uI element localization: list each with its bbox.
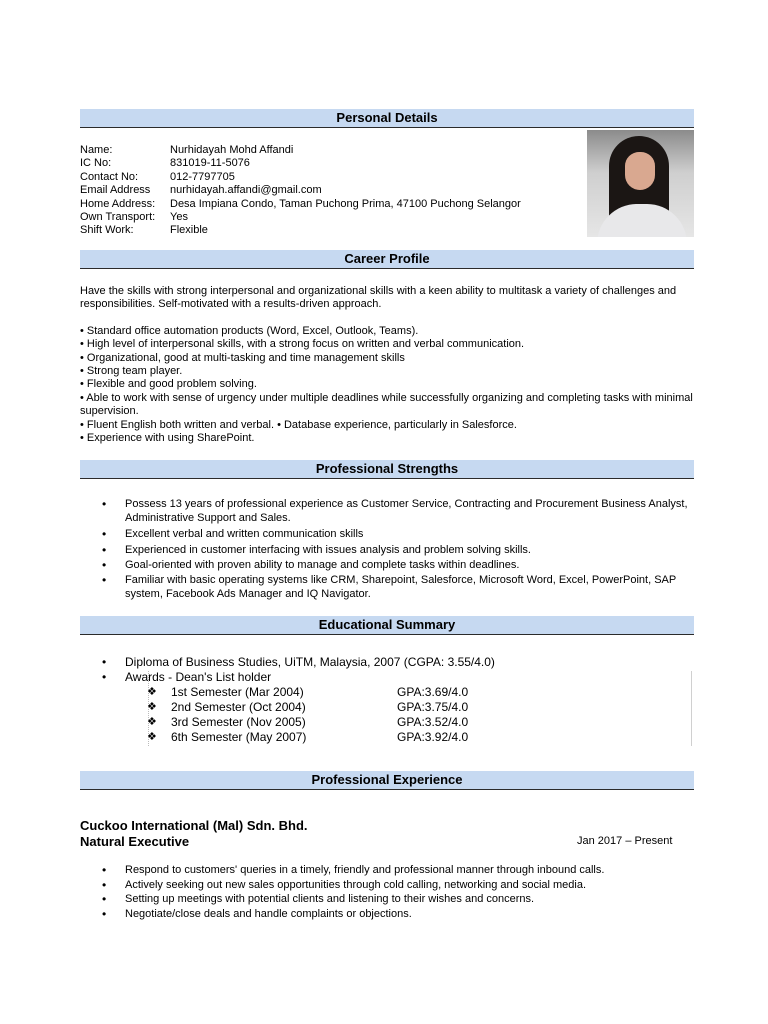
career-point: • Strong team player. [80,365,183,378]
semester-row: ❖ 6th Semester (May 2007) GPA:3.92/4.0 [147,730,469,744]
job-dates: Jan 2017 – Present [577,835,673,847]
semester-row: ❖ 1st Semester (Mar 2004) GPA:3.69/4.0 [147,685,469,699]
detail-row-address: Home Address: Desa Impiana Condo, Taman Puchong Prima, 47100 Puchong Selangor [80,197,521,210]
career-profile-text [80,285,694,445]
list-item: • Setting up meetings with potential clients and listening to their wishes and concerns. [80,892,694,907]
career-intro: Have the skills with strong interpersonal and organizational skills with a keen ability to multitask a variety of challenges and responsibilities. Self-motivated with a results-driven approach. [80,285,677,311]
section-heading-personal-details: Personal Details [80,109,694,128]
section-heading-professional-strengths: Professional Strengths [80,460,694,479]
detail-row-ic: IC No: 831019-11-5076 [80,157,250,170]
section-heading-career-profile: Career Profile [80,250,694,269]
education-awards: • Awards - Dean's List holder [80,670,694,685]
education-diploma: • Diploma of Business Studies, UiTM, Malaysia, 2007 (CGPA: 3.55/4.0) [80,655,694,670]
detail-row-name: Name: Nurhidayah Mohd Affandi [80,144,294,156]
career-point: • Standard office automation products (Word, Excel, Outlook, Teams). [80,324,419,337]
list-item: • Actively seeking out new sales opportunities through cold calling, networking and social media. [80,878,694,893]
detail-row-email: Email Address nurhidayah.affandi@gmail.com [80,184,322,197]
job-duties-list [80,863,694,921]
detail-row-shift: Shift Work: Flexible [80,224,208,237]
list-item: • Excellent verbal and written communication skills [80,527,694,542]
semester-row: ❖ 3rd Semester (Nov 2005) GPA:3.52/4.0 [147,715,469,729]
section-heading-educational-summary: Educational Summary [80,616,694,635]
detail-row-transport: Own Transport: Yes [80,211,188,224]
education-block [80,655,694,745]
strengths-list [80,497,694,603]
career-point: • Organizational, good at multi-tasking and time management skills [80,351,405,364]
section-heading-professional-experience: Professional Experience [80,771,694,790]
career-point: • High level of interpersonal skills, with a strong focus on written and verbal communication. [80,338,525,351]
list-item: • Negotiate/close deals and handle complaints or objections. [80,907,694,922]
detail-row-contact: Contact No: 012-7797705 [80,170,235,183]
career-point: • Experience with using SharePoint. [80,432,255,445]
list-item: • Experienced in customer interfacing with issues analysis and problem solving skills. [80,543,694,558]
personal-details-list [80,144,521,238]
resume-page [80,0,694,1024]
profile-photo [587,130,694,237]
semester-row: ❖ 2nd Semester (Oct 2004) GPA:3.75/4.0 [147,700,469,714]
career-point: • Fluent English both written and verbal. • Database experience, particularly in Salesforce. [80,418,517,431]
job-title: Natural Executive [80,834,190,849]
list-item: • Familiar with basic operating systems like CRM, Sharepoint, Salesforce, Microsoft Word, Excel, PowerPoint, SAP system, Facebook Ads Manager and IQ Navigator. [80,573,694,601]
list-item: • Goal-oriented with proven ability to manage and complete tasks within deadlines. [80,558,694,573]
job-company: Cuckoo International (Mal) Sdn. Bhd. [80,818,308,833]
list-item: • Respond to customers' queries in a timely, friendly and professional manner through inbound calls. [80,863,694,878]
career-point: • Able to work with sense of urgency under multiple deadlines while successfully organizing and completing tasks with minimal supervision. [80,391,693,418]
list-item: • Possess 13 years of professional experience as Customer Service, Contracting and Procurement Business Analyst, Administrative Support and Sales. [80,497,694,525]
career-point: • Flexible and good problem solving. [80,378,257,391]
